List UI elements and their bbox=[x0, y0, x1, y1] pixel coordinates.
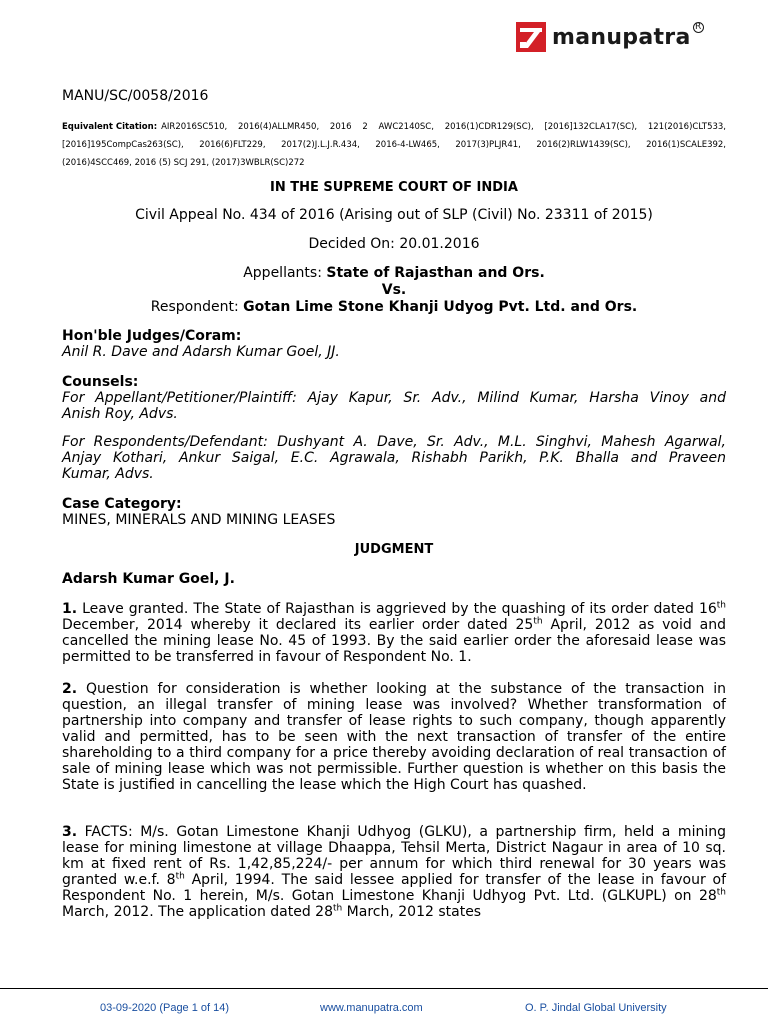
parties bbox=[62, 265, 726, 316]
manupatra-logo bbox=[516, 22, 704, 52]
para-1-text-c: April, 2012 as void and cancelled the mining lease No. 45 of 1993. By the said earlier order the aforesaid lease was permitted to be transferred in favour of Respondent No. 1. bbox=[62, 617, 727, 665]
civil-appeal: Civil Appeal No. 434 of 2016 (Arising out of SLP (Civil) No. 23311 of 2015) bbox=[135, 207, 653, 223]
case-category-section bbox=[62, 496, 726, 528]
paragraph-3 bbox=[62, 824, 726, 920]
respondent-line bbox=[62, 299, 726, 316]
para-1-sup-2: th bbox=[533, 616, 543, 627]
footer-site-link[interactable]: www.manupatra.com bbox=[320, 1002, 423, 1014]
registered-mark: R bbox=[693, 22, 704, 33]
case-category: MINES, MINERALS AND MINING LEASES bbox=[62, 512, 336, 528]
para-1-number: 1. bbox=[62, 601, 78, 617]
manupatra-logo-icon bbox=[516, 22, 546, 52]
para-3-text-a: FACTS: M/s. Gotan Limestone Khanji Udhyog (GLKU), a partnership firm, held a mining lease for mining limestone at village Dhaappa, Tehsil Merta, District Nagaur in area of 10 sq. km at fixed rent of Rs. 1,42,85,224/- per annum for which third renewal for 30 years was granted w.e.f. 8 bbox=[62, 824, 726, 888]
equiv-line-3: (2016)4SCC469, 2016 (5) SCJ 291, (2017)3WBLR(SC)272 bbox=[62, 158, 305, 168]
respondent-label: Respondent: bbox=[150, 299, 239, 315]
para-3-text-b: April, 1994. The said lessee applied for transfer of the lease in favour of Respondent No. 1 herein, M/s. Gotan Limestone Khanji Udhyog Pvt. Ltd. (GLKUPL) on 28 bbox=[62, 872, 726, 904]
judges-section bbox=[62, 328, 726, 360]
court-name: IN THE SUPREME COURT OF INDIA bbox=[270, 180, 518, 195]
counsel-respondent bbox=[62, 434, 726, 482]
footer-date-page: 03-09-2020 (Page 1 of 14) bbox=[100, 1002, 230, 1014]
para-1-text-a: Leave granted. The State of Rajasthan is aggrieved by the quashing of its order dated 16 bbox=[77, 601, 717, 617]
equiv-line-1: AIR2016SC510, 2016(4)ALLMR450, 2016 2 AWC2140SC, 2016(1)CDR129(SC), [2016]132CLA17(SC), 121(2016)CLT533, bbox=[161, 122, 726, 132]
appellants-label: Appellants: bbox=[243, 265, 322, 281]
paragraph-2 bbox=[62, 681, 726, 793]
respondent: Gotan Lime Stone Khanji Udyog Pvt. Ltd. and Ors. bbox=[243, 299, 638, 315]
counsel-appellant-line-1: For Appellant/Petitioner/Plaintiff: Ajay Kapur, Sr. Adv., Milind Kumar, Harsha Vinoy and bbox=[62, 390, 726, 406]
judges-heading: Hon'ble Judges/Coram: bbox=[62, 328, 242, 344]
counsel-respondent-line-3: Kumar, Advs. bbox=[62, 466, 154, 482]
para-3-text-c: March, 2012. The application dated 28 bbox=[62, 904, 333, 920]
para-3-sup-2: th bbox=[716, 887, 726, 898]
para-1-text-b: December, 2014 whereby it declared its earlier order dated 25 bbox=[62, 617, 534, 633]
judges: Anil R. Dave and Adarsh Kumar Goel, JJ. bbox=[62, 344, 340, 360]
judgment-heading: JUDGMENT bbox=[354, 542, 434, 557]
case-category-heading: Case Category: bbox=[62, 496, 182, 512]
appellants-line bbox=[62, 265, 726, 282]
para-2-text: Question for consideration is whether looking at the substance of the transaction in question, an illegal transfer of mining lease was involved? Whether transformation of partnership into company and transfer of lease rights to such company, though apparently valid and permitted, has to be seen with the next transaction of transfer of the entire shareholding to a third company for a price thereby avoiding declaration of real transaction of sale of mining lease which was not permissible. Further question is whether on this basis the State is justified in cancelling the lease which the High Court has quashed. bbox=[62, 681, 726, 793]
para-2-number: 2. bbox=[62, 681, 78, 697]
para-3-text-d: March, 2012 states bbox=[342, 904, 482, 920]
para-3-number: 3. bbox=[62, 824, 78, 840]
brand-name: manupatra bbox=[552, 24, 691, 50]
para-3-sup-3: th bbox=[333, 903, 343, 914]
equiv-line-2: [2016]195CompCas263(SC), 2016(6)FLT229, 2017(2)J.L.J.R.434, 2016-4-LW465, 2017(3)PLJR41, 2016(2)RLW1439(SC), 2016(1)SCALE392, bbox=[62, 140, 726, 150]
paragraph-1 bbox=[62, 601, 726, 665]
counsels-heading: Counsels: bbox=[62, 374, 139, 390]
versus: Vs. bbox=[381, 282, 407, 298]
footer-divider bbox=[0, 988, 768, 989]
decided-on: Decided On: 20.01.2016 bbox=[308, 236, 480, 252]
equiv-row-1 bbox=[62, 118, 726, 136]
footer-organization: O. P. Jindal Global University bbox=[525, 1002, 667, 1014]
citation-id: MANU/SC/0058/2016 bbox=[62, 88, 209, 104]
counsel-respondent-line-2: Anjay Kothari, Ankur Saigal, E.C. Agrawala, Rishabh Parikh, P.K. Bhalla and Praveen bbox=[62, 450, 726, 466]
appellants: State of Rajasthan and Ors. bbox=[326, 265, 545, 281]
equiv-label: Equivalent Citation: bbox=[62, 122, 158, 132]
equivalent-citation bbox=[62, 118, 726, 172]
para-1-sup-1: th bbox=[716, 600, 726, 611]
counsel-appellant-line-2: Anish Roy, Advs. bbox=[62, 406, 178, 422]
counsel-respondent-line-1: For Respondents/Defendant: Dushyant A. Dave, Sr. Adv., M.L. Singhvi, Mahesh Agarwal, bbox=[62, 434, 726, 450]
counsels-section bbox=[62, 374, 726, 422]
judgment-author: Adarsh Kumar Goel, J. bbox=[62, 571, 235, 587]
para-3-sup-1: th bbox=[175, 871, 185, 882]
